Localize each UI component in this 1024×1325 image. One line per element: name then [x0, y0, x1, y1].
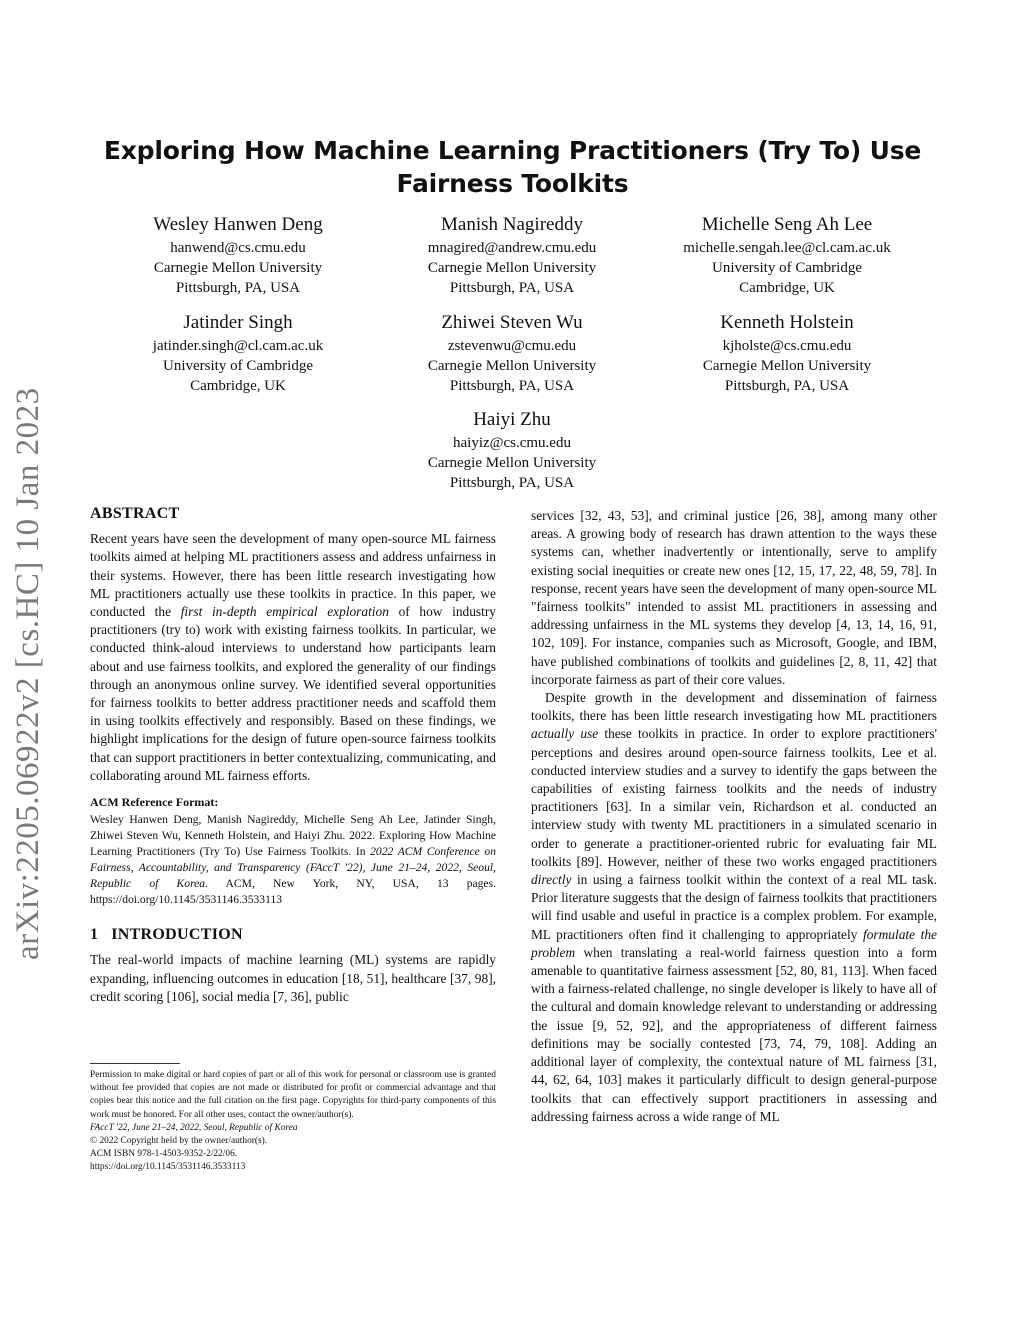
author-location: Pittsburgh, PA, USA [449, 475, 575, 491]
introduction-text: The real-world impacts of machine learning (ML) systems are rapidly expanding, influencing outcomes in education [18, 51], healthcare [37, 98], credit scoring [106], social media [7, 36], public [90, 952, 496, 1004]
author-name: Manish Nagireddy [441, 214, 583, 235]
author-block [103, 310, 373, 396]
author-email[interactable]: jatinder.singh@cl.cam.ac.uk [152, 338, 324, 354]
author-affiliation: Carnegie Mellon University [427, 358, 597, 374]
author-name: Kenneth Holstein [720, 312, 854, 333]
arxiv-identifier-stamp: arXiv:2205.06922v2 [cs.HC] 10 Jan 2023 [10, 387, 46, 960]
emphasis-text: actually use [531, 726, 599, 742]
author-email[interactable]: zstevenwu@cmu.edu [447, 338, 577, 354]
author-name: Zhiwei Steven Wu [441, 312, 583, 333]
author-location: Cambridge, UK [739, 280, 835, 296]
author-affiliation: Carnegie Mellon University [153, 260, 323, 276]
paper-title: Exploring How Machine Learning Practitioners (Try To) Use Fairness Toolkits [103, 136, 922, 198]
intro-paragraph: Despite growth in the development and dissemination of fairness toolkits, there has been little research investigating how ML practitioners actually use these toolkits in practice. In order to explore practitioners' perceptions and desires around open-source fairness toolkits, Lee et al. conducted interview studies and a survey to identify the gaps between the capabilities of existing fairness toolkits and the needs of industry practitioners [63]. In a similar vein, Richardson et al. conducted an interview study with twenty ML practitioners in a simulated scenario in order to generate a practitioner-oriented rubric for evaluating fair ML toolkits [89]. However, neither of these two works engaged practitioners directly in using a fairness toolkit within the context of a real ML task. Prior literature suggests that the design of fairness toolkits that practitioners will find usable and useful in practice is a complex problem. For example, ML practitioners often find it challenging to appropriately formulate the problem when translating a real-world fairness question into a form amenable to quantitative fairness assessment [52, 80, 81, 113]. When faced with a fairness-related challenge, no single developer is likely to have all of the cultural and domain knowledge relevant to understanding or addressing the issue [9, 52, 92], and the appropriateness of different fairness definitions may be socially contested [73, 74, 79, 108]. Adding an additional layer of complexity, the contextual nature of ML fairness [31, 44, 62, 64, 103] makes it particularly difficult to design general-purpose toolkits that can effectively support practitioners in assessing and addressing fairness across a wide range of ML [531, 690, 937, 1124]
author-email[interactable]: hanwend@cs.cmu.edu [170, 240, 306, 256]
author-location: Cambridge, UK [190, 378, 286, 394]
author-block [652, 310, 922, 396]
author-location: Pittsburgh, PA, USA [724, 378, 850, 394]
acm-reference-venue: 2022 ACM Conference on Fairness, Accountability, and Transparency (FAccT '22), June 21–24, 2022, Seoul, Republic of Korea. [90, 845, 496, 891]
footnote-rule [90, 1063, 180, 1064]
acm-reference-heading: ACM Reference Format: [90, 795, 219, 810]
abstract-heading: ABSTRACT [90, 505, 180, 522]
copyright-footnote [90, 1063, 496, 1175]
author-affiliation: University of Cambridge [163, 358, 313, 374]
abstract-text: Recent years have seen the development of many open-source ML fairness toolkits aimed at helping ML practitioners assess and address unfairness in their systems. However, there has been little research investigating how ML practitioners actually use these toolkits in practice. In this paper, we conducted the first in-depth empirical exploration of how industry practitioners (try to) work with existing fairness toolkits. In particular, we conducted think-aloud interviews to understand how participants learn about and use fairness toolkits, and explored the generality of our findings through an anonymous online survey. We identified several opportunities for fairness toolkits to better address practitioner needs and scaffold them in using toolkits effectively and responsibly. Based on these findings, we highlight implications for the design of future open-source fairness toolkits that can support practitioners in better contextualizing, communicating, and collaborating around ML fairness efforts. [90, 531, 497, 783]
author-block [377, 212, 647, 298]
permission-notice: Permission to make digital or hard copies of part or all of this work for personal or classroom use is granted without fee provided that copies are not made or distributed for profit or commercial advantage and that copies bear this notice and the full citation on the first page. Copyrights for third-party components of this work must be honored. For all other uses, contact the owner/author(s). [90, 1070, 496, 1120]
copyright-line: © 2022 Copyright held by the owner/author(s). [90, 1136, 268, 1147]
author-location: Pittsburgh, PA, USA [449, 378, 575, 394]
intro-paragraph: services [32, 43, 53], and criminal justice [26, 38], among many other areas. A growing body of research has drawn attention to the ways these systems can, whether inadvertently or intentionally, serve to amplify existing social inequities or create new ones [12, 15, 17, 22, 48, 59, 78]. In response, recent years have seen the development of many open-source ML "fairness toolkits" intended to assist ML practitioners in assessing and addressing unfairness in the ML systems they develop [4, 13, 14, 16, 91, 102, 109]. For instance, companies such as Microsoft, Google, and IBM, have published combinations of toolkits and guidelines [2, 8, 11, 42] that incorporate fairness as part of their core values. [531, 508, 937, 687]
author-name: Wesley Hanwen Deng [153, 214, 323, 235]
author-affiliation: University of Cambridge [712, 260, 862, 276]
author-block [377, 407, 647, 493]
doi-link[interactable]: https://doi.org/10.1145/3531146.3533113 [90, 1162, 246, 1173]
author-location: Pittsburgh, PA, USA [175, 280, 301, 296]
isbn-line: ACM ISBN 978-1-4503-9352-2/22/06. [90, 1149, 238, 1160]
author-email[interactable]: kjholste@cs.cmu.edu [722, 338, 852, 354]
author-email[interactable]: michelle.sengah.lee@cl.cam.ac.uk [683, 240, 891, 256]
author-affiliation: Carnegie Mellon University [427, 455, 597, 471]
author-affiliation: Carnegie Mellon University [427, 260, 597, 276]
emphasis-text: directly [531, 872, 572, 888]
author-block [377, 310, 647, 396]
author-name: Haiyi Zhu [473, 409, 551, 430]
author-location: Pittsburgh, PA, USA [449, 280, 575, 296]
venue-line: FAccT '22, June 21–24, 2022, Seoul, Republic of Korea [90, 1122, 298, 1133]
author-email[interactable]: haiyiz@cs.cmu.edu [453, 435, 571, 451]
author-block [652, 212, 922, 298]
left-column [90, 505, 496, 1006]
introduction-heading: 1 INTRODUCTION [90, 926, 243, 944]
right-column [531, 507, 937, 1126]
acm-reference-text: Wesley Hanwen Deng, Manish Nagireddy, Michelle Seng Ah Lee, Jatinder Singh, Zhiwei Steven Wu, Kenneth Holstein, and Haiyi Zhu. 2022. Exploring How Machine Learning Practitioners (Try To) Use Fairness Toolkits. In 2022 ACM Conference on Fairness, Accountability, and Transparency (FAccT '22), June 21–24, 2022, Seoul, Republic of Korea. ACM, New York, NY, USA, 13 pages. https://doi.org/10.1145/3531146.3533113 [90, 813, 496, 907]
author-block [103, 212, 373, 298]
author-name: Jatinder Singh [183, 312, 293, 333]
author-name: Michelle Seng Ah Lee [701, 214, 873, 235]
author-email[interactable]: mnagired@andrew.cmu.edu [427, 240, 597, 256]
author-affiliation: Carnegie Mellon University [702, 358, 872, 374]
emphasis-text: formulate the problem [531, 926, 937, 960]
abstract-emphasis: first in-depth empirical exploration [180, 604, 389, 620]
